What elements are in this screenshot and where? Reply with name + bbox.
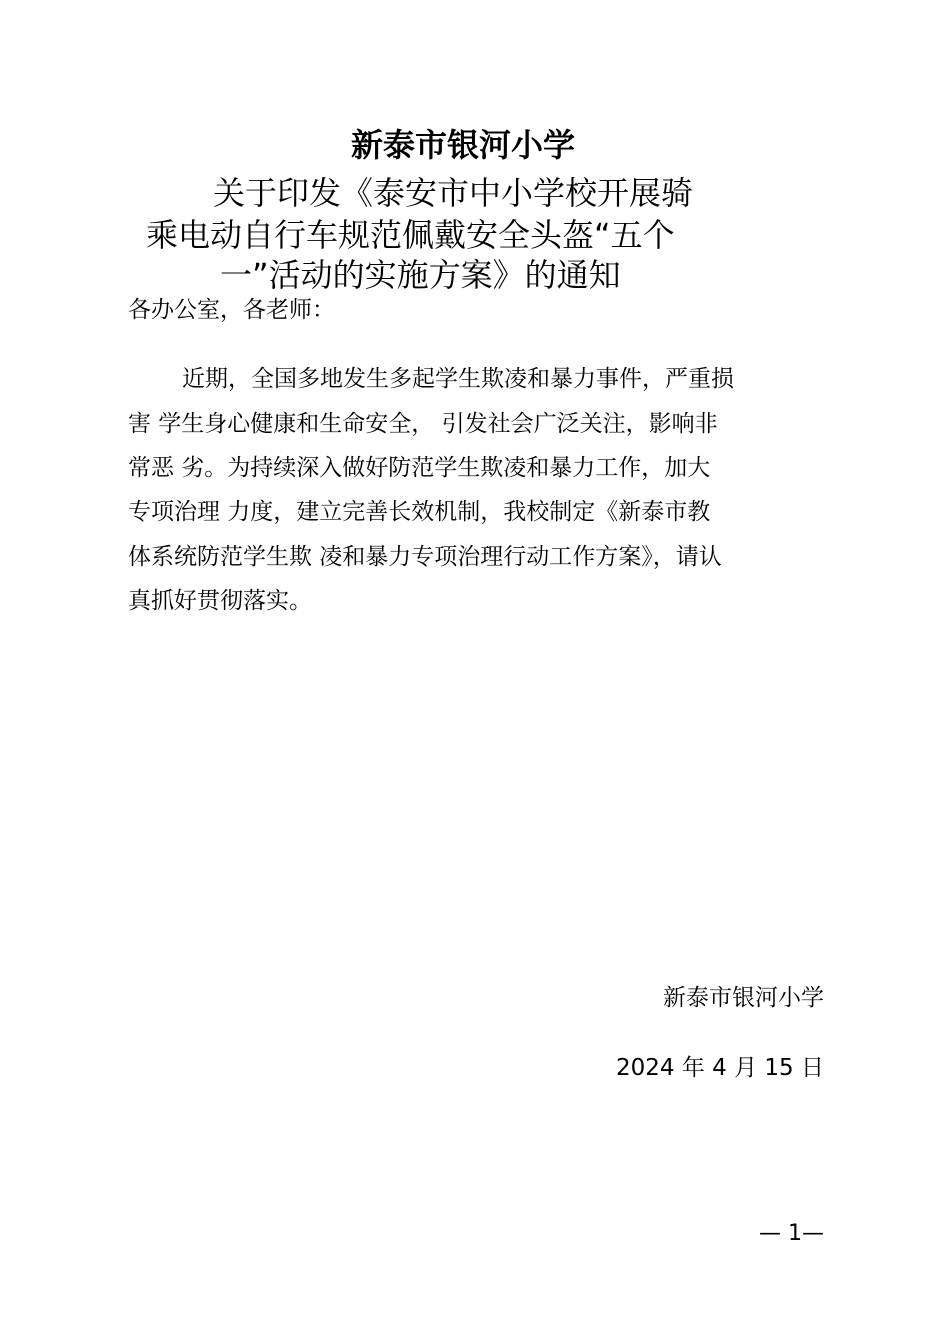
document-title-line-2: 关于印发《泰安市中小学校开展骑 (213, 174, 694, 212)
signing-date: 2024 年 4 月 15 日 (616, 1055, 824, 1081)
body-line-5: 体系统防范学生欺 凌和暴力专项治理行动工作方案》，请认 (128, 544, 722, 570)
body-line-6: 真抓好贯彻落实。 (128, 588, 312, 614)
document-title-line-1: 新泰市银河小学 (351, 126, 576, 164)
signer: 新泰市银河小学 (663, 985, 824, 1011)
salutation: 各办公室，各老师： (128, 297, 335, 323)
page-number: — 1— (759, 1221, 824, 1246)
body-line-3: 常恶 劣。为持续深入做好防范学生欺凌和暴力工作，加大 (128, 455, 711, 481)
body-line-1: 近期，全国多地发生多起学生欺凌和暴力事件，严重损 (182, 366, 734, 392)
body-line-2: 害 学生身心健康和生命安全， 引发社会广泛关注，影响非 (128, 411, 718, 437)
document-title-line-4: 一”活动的实施方案》的通知 (220, 256, 621, 294)
body-line-4: 专项治理 力度，建立完善长效机制，我校制定《新泰市教 (128, 499, 711, 525)
document-title-line-3: 乘电动自行车规范佩戴安全头盔“五个 (146, 216, 675, 254)
